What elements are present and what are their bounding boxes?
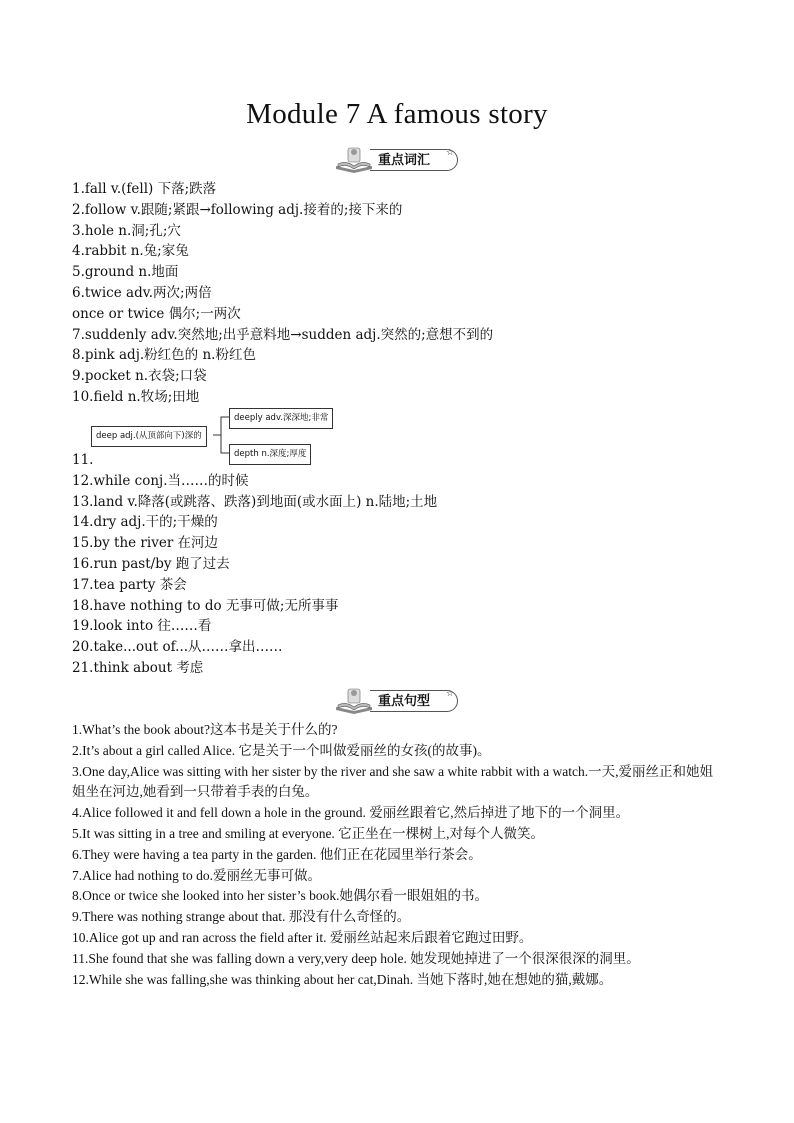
list-item: 12.while conj.当……的时候 [72,472,249,489]
list-item: once or twice 偶尔;一两次 [72,305,241,322]
section-label: 重点句型 [370,690,458,712]
section-label: 重点词汇 [370,149,458,171]
mindmap-root: deep adj.(从顶部向下)深的 [91,426,207,447]
list-item: 21.think about 考虑 [72,659,204,676]
list-item: 18.have nothing to do 无事可做;无所事事 [72,597,339,614]
list-item: 2.follow v.跟随;紧跟→following adj.接着的;接下来的 [72,201,403,218]
list-item: 7.suddenly adv.突然地;出乎意料地→sudden adj.突然的;意想不到的 [72,326,494,343]
section-banner-sentences [332,683,462,717]
list-item: 7.Alice had nothing to do.爱丽丝无事可做。 [72,867,321,883]
list-item: 20.take...out of...从……拿出…… [72,639,283,656]
book-icon [334,685,374,715]
list-item: 11. [72,452,94,468]
star-icon: ☆ [445,148,454,158]
list-item: 6.They were having a tea party in the garden. 他们正在花园里举行茶会。 [72,846,482,862]
list-item: 19.look into 往……看 [72,618,212,635]
list-item: 3.One day,Alice was sitting with her sister by the river and she saw a white rabbit with a watch.一天,爱丽丝正和她姐姐坐在河边,她看到一只带着手表的白兔。 [72,763,713,800]
sentence-list [72,720,722,990]
list-item: 1.fall v.(fell) 下落;跌落 [72,181,217,197]
list-item: 6.twice adv.两次;两倍 [72,284,212,301]
list-item: 1.What’s the book about?这本书是关于什么的? [72,722,338,737]
list-item: 8.pink adj.粉红色的 n.粉红色 [72,347,256,364]
mindmap-branch-deeply: deeply adv.深深地;非常 [229,408,333,429]
vocab-list [72,179,493,408]
list-item: 16.run past/by 跑了过去 [72,555,230,572]
list-item: 3.hole n.洞;孔;穴 [72,222,181,239]
list-item: 13.land v.降落(或跳落、跌落)到地面(或水面上) n.陆地;土地 [72,493,438,510]
list-item: 10.Alice got up and ran across the field after it. 爱丽丝站起来后跟着它跑过田野。 [72,929,533,945]
list-item: 8.Once or twice she looked into her sister’s book.她偶尔看一眼姐姐的书。 [72,888,488,904]
page-title: Module 7 A famous story [246,98,548,130]
list-item: 5.It was sitting in a tree and smiling at everyone. 它正坐在一棵树上,对每个人微笑。 [72,825,545,841]
list-item: 2.It’s about a girl called Alice. 它是关于一个叫做爱丽丝的女孩(的故事)。 [72,742,491,758]
mindmap-branch-depth: depth n.深度;厚度 [229,444,311,465]
list-item: 11.She found that she was falling down a very,very deep hole. 她发现她掉进了一个很深很深的洞里。 [72,950,640,966]
list-item: 9.There was nothing strange about that. 那没有什么奇怪的。 [72,909,411,925]
list-item: 5.ground n.地面 [72,264,179,281]
list-item: 10.field n.牧场;田地 [72,388,200,405]
book-icon [334,144,374,174]
list-item: 9.pocket n.衣袋;口袋 [72,368,207,385]
list-item: 4.rabbit n.兔;家兔 [72,243,189,260]
section-banner-vocab [332,142,462,176]
list-item: 4.Alice followed it and fell down a hole in the ground. 爱丽丝跟着它,然后掉进了地下的一个洞里。 [72,805,630,821]
list-item: 17.tea party 茶会 [72,576,187,593]
star-icon: ☆ [445,689,454,699]
list-item: 14.dry adj.干的;干燥的 [72,514,218,531]
vocab-list-continued [72,450,437,679]
list-item: 15.by the river 在河边 [72,535,219,552]
list-item: 12.While she was falling,she was thinking about her cat,Dinah. 当她下落时,她在想她的猫,戴娜。 [72,971,613,987]
